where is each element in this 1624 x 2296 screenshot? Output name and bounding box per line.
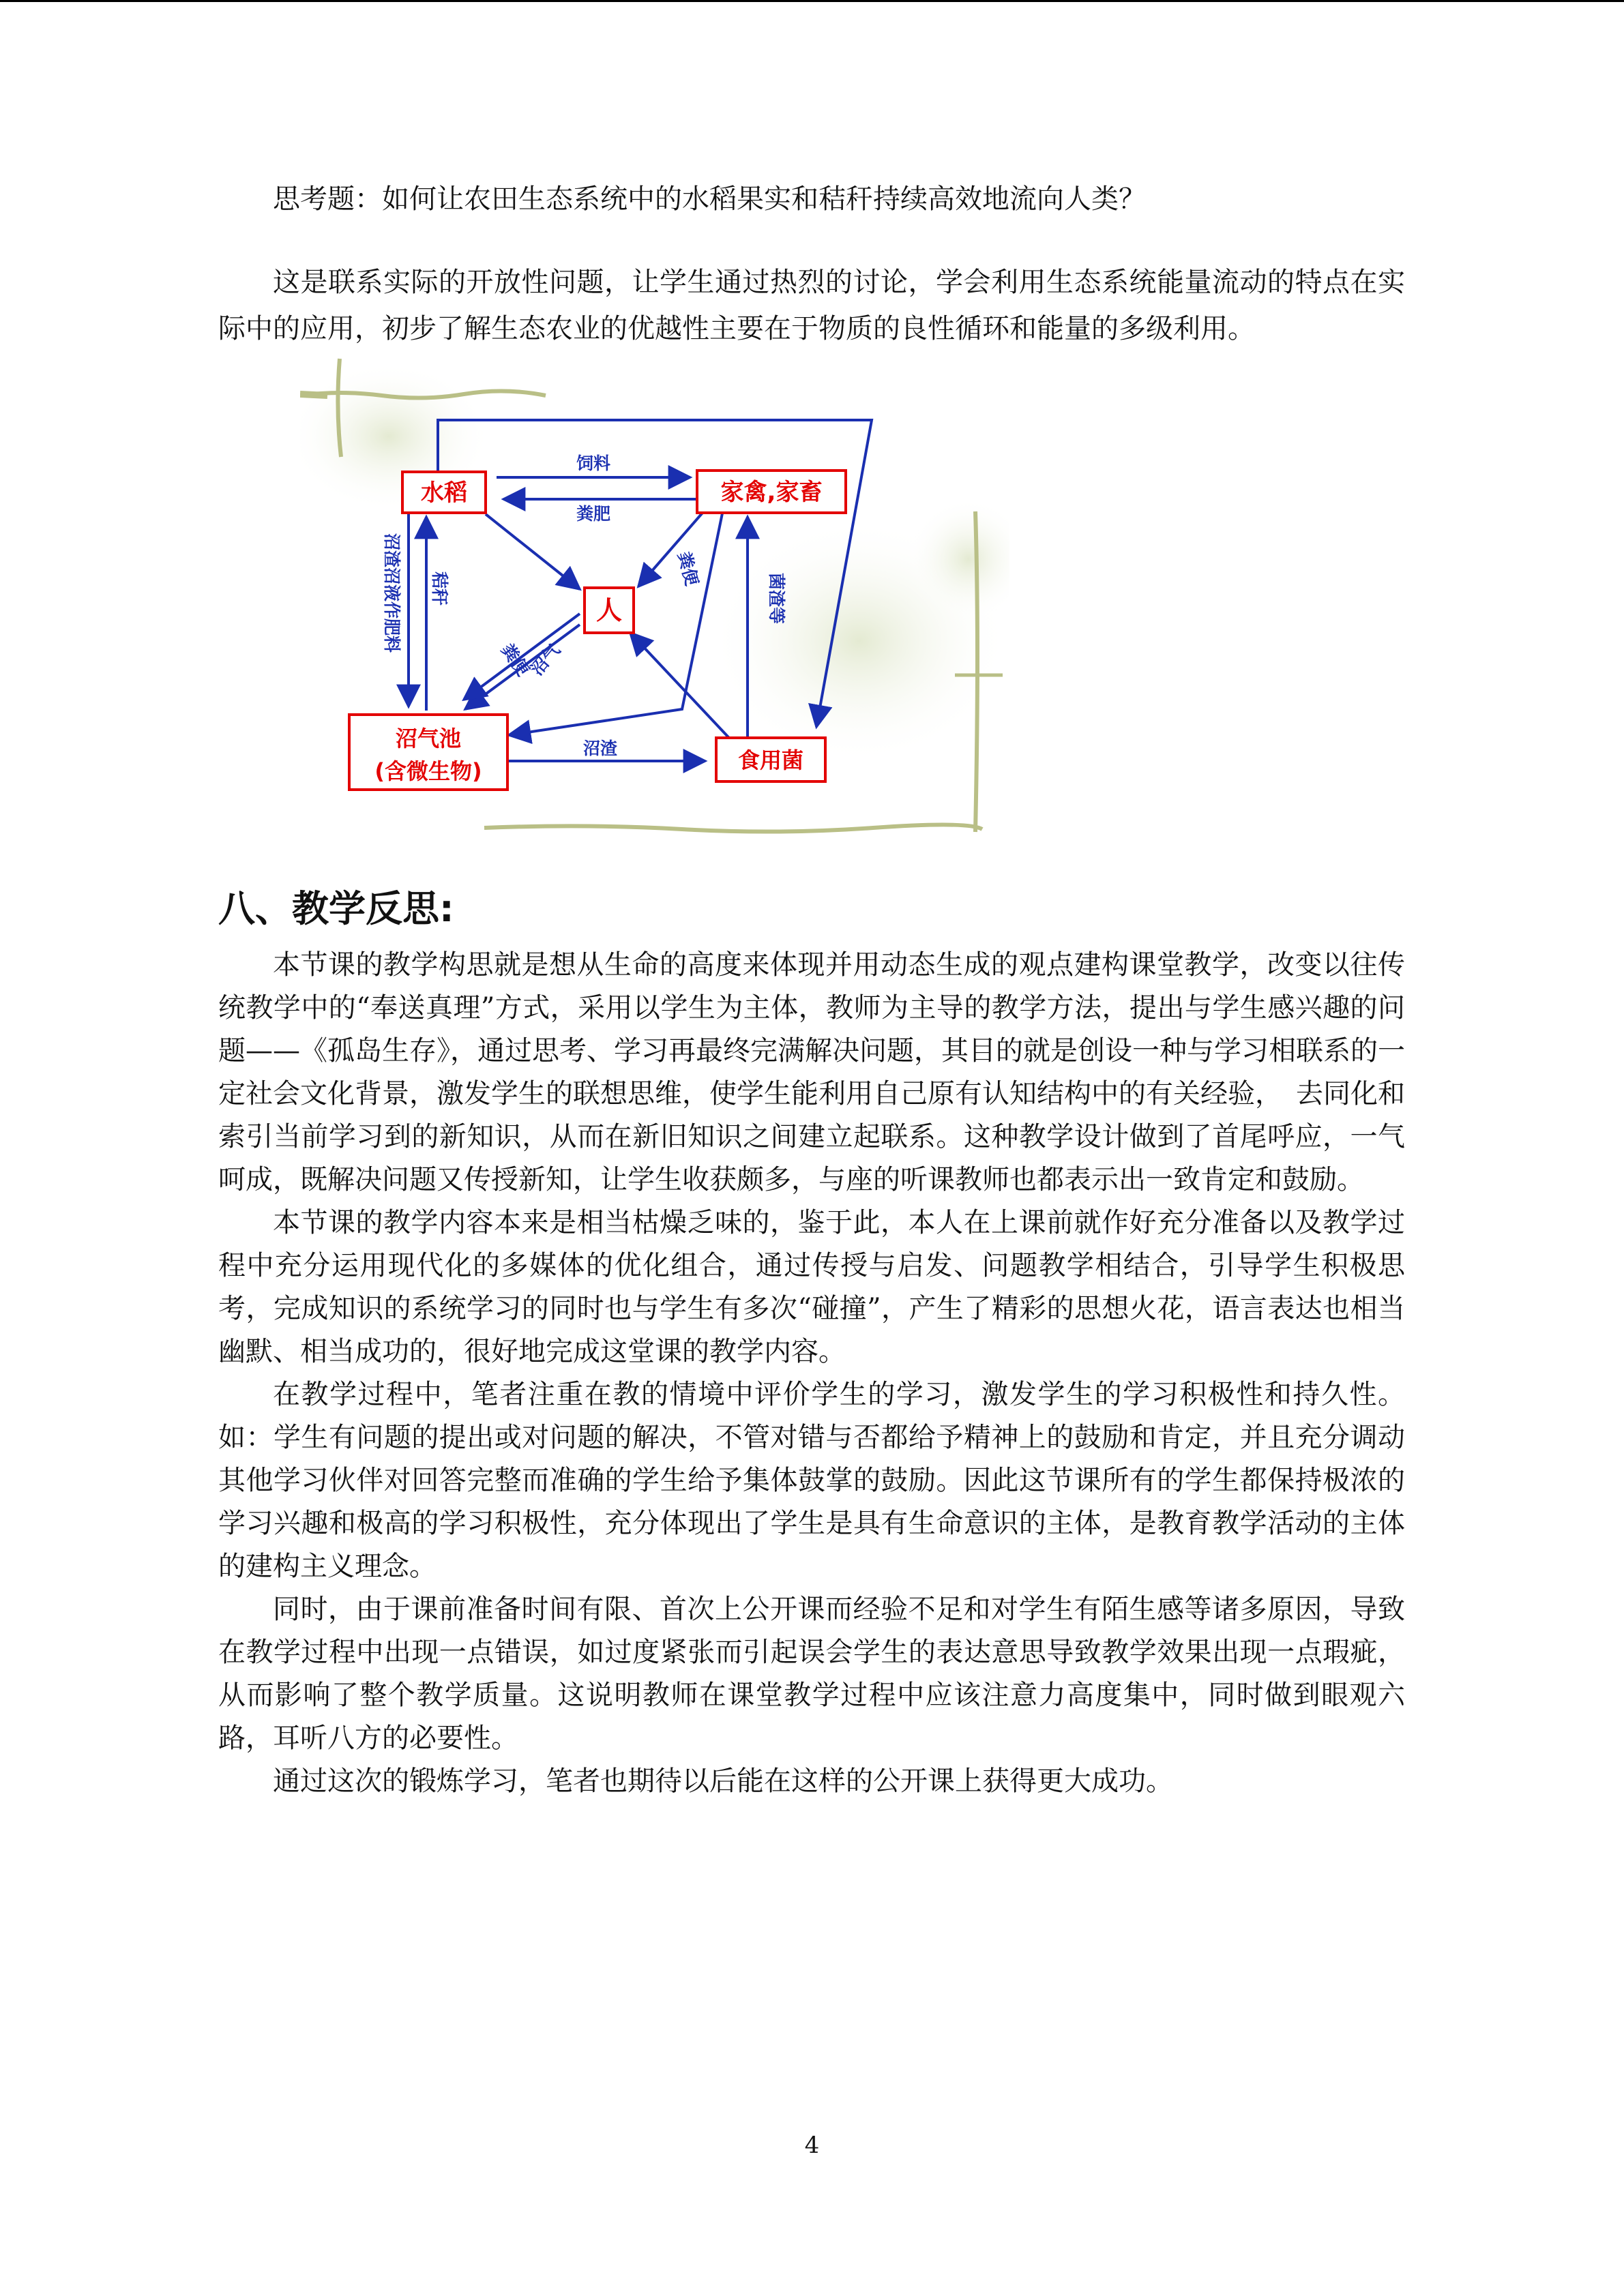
label-feed: 饲料	[576, 453, 611, 473]
node-mushroom-label: 食用菌	[737, 747, 804, 773]
label-residue-fertilizer: 沼渣沼液作肥料	[382, 533, 402, 653]
label-mushroom-residue: 菌渣等	[767, 573, 786, 625]
node-human-label: 人	[595, 595, 623, 625]
ecological-agriculture-diagram	[300, 355, 1009, 846]
reflection-paragraph: 本节课的教学内容本来是相当枯燥乏味的，鉴于此，本人在上课前就作好充分准备以及教学过程中充分运用现代化的多媒体的优化组合，通过传授与启发、问题教学相结合，引导学生积极思考，完成知识的系统学习的同时也与学生有多次“碰撞”，产生了精彩的思想火花，语言表达也相当幽默、相当成功的，很好地完成这堂课的教学内容。	[218, 1207, 1405, 1367]
node-human	[585, 588, 634, 633]
reflection-paragraph: 在教学过程中，笔者注重在教的情境中评价学生的学习，激发学生的学习积极性和持久性。如：学生有问题的提出或对问题的解决，不管对错与否都给予精神上的鼓励和肯定，并且充分调动其他学习伙伴对回答完整而准确的学生给予集体鼓掌的鼓励。因此这节课所有的学生都保持极浓的学习兴趣和极高的学习积极性，充分体现出了学生是具有生命意识的主体，是教育教学活动的主体的建构主义理念。	[218, 1379, 1405, 1582]
label-straw: 秸秆	[430, 571, 449, 606]
node-biogas-label-1: 沼气池	[395, 726, 462, 751]
section-heading: 八、教学反思:	[218, 887, 454, 930]
node-rice	[402, 472, 486, 513]
page-number: 4	[804, 2132, 820, 2159]
label-manure: 粪肥	[576, 504, 611, 524]
reflection-paragraph: 同时，由于课前准备时间有限、首次上公开课而经验不足和对学生有陌生感等诸多原因，导致在教学过程中出现一点错误，如过度紧张而引起误会学生的表达意思导致教学效果出现一点瑕疵，从而影响了整个教学质量。这说明教师在课堂教学过程中应该注意力高度集中，同时做到眼观六路，耳听八方的必要性。	[218, 1594, 1405, 1754]
reflection-paragraph: 通过这次的锻炼学习，笔者也期待以后能在这样的公开课上获得更大成功。	[273, 1765, 1173, 1797]
label-feces-left: 粪便	[497, 640, 533, 680]
label-biogas: 沼气	[527, 640, 564, 679]
label-biogas-residue: 沼渣	[582, 739, 618, 758]
reflection-paragraph: 本节课的教学构思就是想从生命的高度来体现并用动态生成的观点建构课堂教学，改变以往传统教学中的“奉送真理”方式，采用以学生为主体，教师为主导的教学方法，提出与学生感兴趣的问题——《孤岛生存》，通过思考、学习再最终完满解决问题，其目的就是创设一种与学习相联系的一定社会文化背景，激发学生的联想思维，使学生能利用自己原有认知结构中的有关经验， 去同化和索引当前学习到的新知识，从而在新旧知识之间建立起联系。这种教学设计做到了首尾呼应，一气呵成，既解决问题又传授新知，让学生收获颇多，与座的听课教师也都表示出一致肯定和鼓励。	[218, 949, 1405, 1195]
node-livestock-label: 家禽,家畜	[720, 479, 823, 506]
question-text: 思考题：如何让农田生态系统中的水稻果实和秸秆持续高效地流向人类？	[273, 183, 1146, 215]
node-rice-label: 水稻	[421, 479, 467, 507]
node-livestock	[697, 471, 846, 513]
node-biogas-label-2: (含微生物)	[374, 758, 482, 784]
page-top-border	[0, 0, 1624, 2]
reflection-body	[218, 944, 1405, 1803]
node-biogas	[349, 715, 507, 790]
label-feces: 粪便	[674, 550, 703, 588]
node-mushroom	[716, 738, 825, 781]
question-explanation: 这是联系实际的开放性问题，让学生通过热烈的讨论，学会利用生态系统能量流动的特点在实际中的应用，初步了解生态农业的优越性主要在于物质的良性循环和能量的多级利用。	[218, 267, 1405, 344]
